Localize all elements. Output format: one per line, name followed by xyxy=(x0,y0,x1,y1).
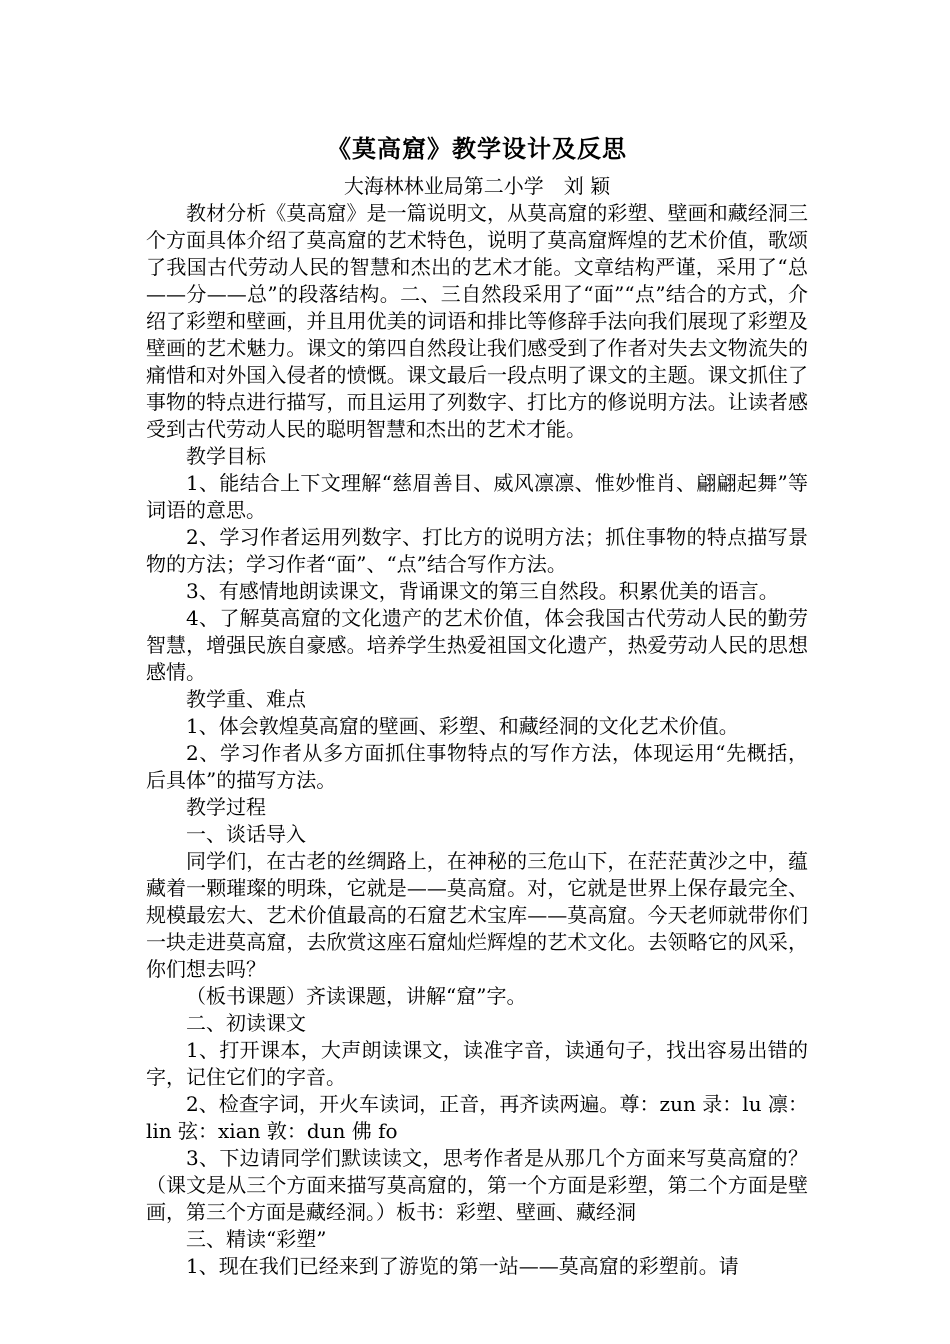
document-body xyxy=(146,200,808,1280)
paragraph: 1、现在我们已经来到了游览的第一站——莫高窟的彩塑前。请 xyxy=(186,1254,739,1278)
paragraph: 1、打开课本，大声朗读课文，读准字音，读通句子，找出容易出错的字，记住它们的字音。 xyxy=(146,1038,808,1089)
paragraph: 3、下边请同学们默读读文，思考作者是从那几个方面来写莫高窟的？（课文是从三个方面来描写莫高窟的，第一个方面是彩塑，第二个方面是壁画，第三个方面是藏经洞。）板书：彩塑、壁画、藏经洞 xyxy=(146,1146,808,1224)
paragraph: 1、能结合上下文理解“慈眉善目、威风凛凛、惟妙惟肖、翩翩起舞”等词语的意思。 xyxy=(146,471,808,522)
author-line: 大海林林业局第二小学 刘 颖 xyxy=(343,174,611,198)
paragraph: 2、检查字词，开火车读词，正音，再齐读两遍。尊：zun 录：lu 凛：lin 弦：xian 敦：dun 佛 fo xyxy=(146,1092,808,1143)
document-title: 《莫高窟》教学设计及反思 xyxy=(327,134,627,163)
paragraph: （板书课题）齐读课题，讲解“窟”字。 xyxy=(186,984,527,1008)
section-heading: 一、谈话导入 xyxy=(186,822,306,846)
paragraph: 3、有感情地朗读课文，背诵课文的第三自然段。积累优美的语言。 xyxy=(186,579,779,603)
paragraph: 同学们，在古老的丝绸路上，在神秘的三危山下，在茫茫黄沙之中，蕴藏着一颗璀璨的明珠，它就是——莫高窟。对，它就是世界上保存最完全、规模最宏大、艺术价值最高的石窟艺术宝库——莫高窟。今天老师就带你们一块走进莫高窟，去欣赏这座石窟灿烂辉煌的艺术文化。去领略它的风采，你们想去吗？ xyxy=(146,849,808,981)
paragraph: 2、学习作者从多方面抓住事物特点的写作方法，体现运用“先概括，后具体”的描写方法。 xyxy=(146,741,808,792)
paragraph: 2、学习作者运用列数字、打比方的说明方法；抓住事物的特点描写景物的方法；学习作者“面”、“点”结合写作方法。 xyxy=(146,525,808,576)
section-heading: 教学过程 xyxy=(186,795,266,819)
section-heading: 教学目标 xyxy=(186,444,266,468)
paragraph: 1、体会敦煌莫高窟的壁画、彩塑、和藏经洞的文化艺术价值。 xyxy=(186,714,739,738)
document-page xyxy=(146,132,808,1280)
section-heading: 二、初读课文 xyxy=(186,1011,306,1035)
section-heading: 教学重、难点 xyxy=(186,687,306,711)
section-heading: 三、精读“彩塑” xyxy=(186,1227,327,1251)
paragraph: 教材分析《莫高窟》是一篇说明文，从莫高窟的彩塑、壁画和藏经洞三个方面具体介绍了莫高窟的艺术特色，说明了莫高窟辉煌的艺术价值，歌颂了我国古代劳动人民的智慧和杰出的艺术才能。文章结构严谨，采用了“总——分——总”的段落结构。二、三自然段采用了“面”“点”结合的方式，介绍了彩塑和壁画，并且用优美的词语和排比等修辞手法向我们展现了彩塑及壁画的艺术魅力。课文的第四自然段让我们感受到了作者对失去文物流失的痛惜和对外国入侵者的愤慨。课文最后一段点明了课文的主题。课文抓住了事物的特点进行描写，而且运用了列数字、打比方的修说明方法。让读者感受到古代劳动人民的聪明智慧和杰出的艺术才能。 xyxy=(146,201,808,441)
paragraph: 4、了解莫高窟的文化遗产的艺术价值，体会我国古代劳动人民的勤劳智慧，增强民族自豪感。培养学生热爱祖国文化遗产，热爱劳动人民的思想感情。 xyxy=(146,606,808,684)
